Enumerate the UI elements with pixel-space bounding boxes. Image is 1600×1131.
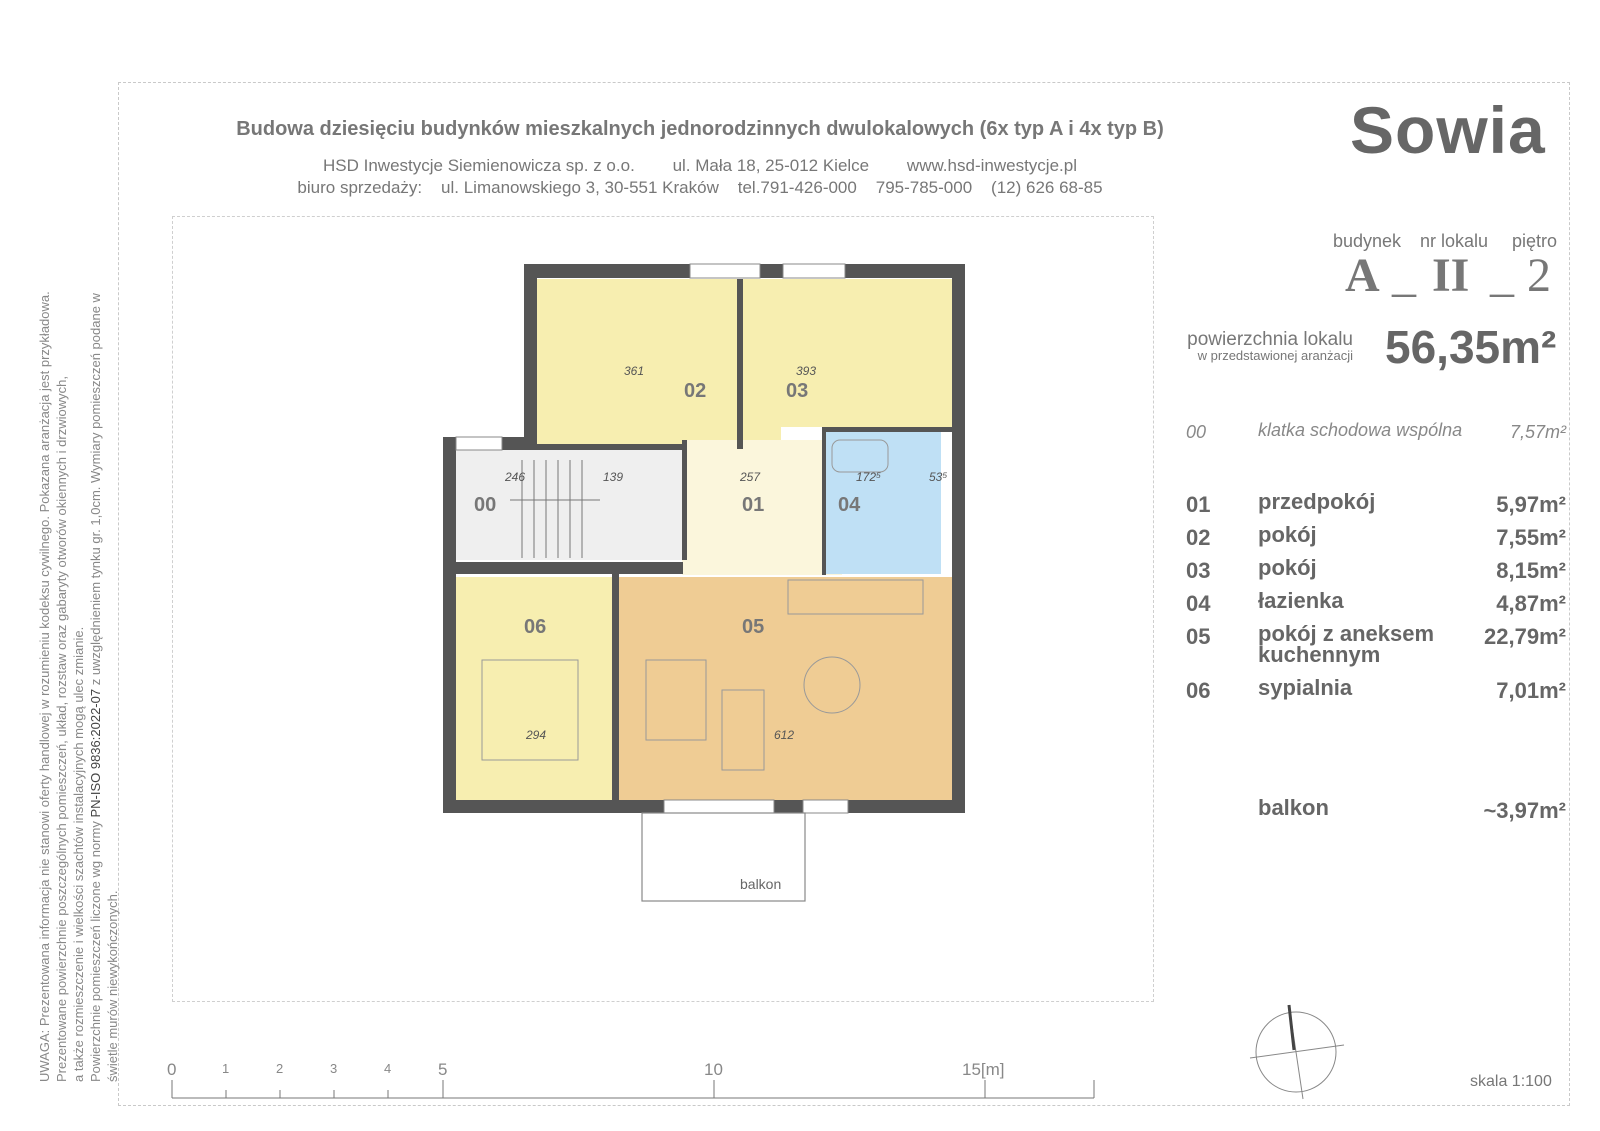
scale-tick-label: 15[m] — [962, 1060, 1005, 1079]
room-area: 4,87m² — [1496, 591, 1566, 616]
building-label: budynek — [1333, 231, 1402, 251]
scale-tick-label: 0 — [167, 1060, 177, 1079]
room-number: 00 — [1186, 422, 1207, 442]
room-label-05: 05 — [742, 616, 765, 638]
room-label-03: 03 — [786, 380, 809, 402]
balcony-name: balkon — [1258, 795, 1329, 820]
room-label-02: 02 — [684, 380, 707, 402]
scale-tick-label: 1 — [222, 1061, 230, 1076]
room-area: 22,79m² — [1484, 624, 1566, 649]
scale-label: skala 1:100 — [1470, 1073, 1552, 1090]
disclaimer-line: Powierzchnie pomieszczeń liczone wg normy PN-ISO 9836:2022-07 z uwzględnieniem tynku gr. 1,0cm. Wymiary pomieszczeń podane w — [88, 293, 103, 1082]
project-title: Budowa dziesięciu budynków mieszkalnych jednorodzinnych dwulokalowych (6x typ A i 4x typ B) — [236, 118, 1164, 140]
room-number: 05 — [1186, 624, 1211, 649]
balcony-plan-label: balkon — [740, 876, 782, 892]
unit-number-value: II — [1432, 249, 1470, 302]
room-name: sypialnia — [1258, 675, 1353, 700]
unit-number-label: nr lokalu — [1420, 231, 1489, 251]
room-name: pokój — [1258, 555, 1317, 580]
scale-tick-label: 4 — [384, 1061, 392, 1076]
scale-tick-label: 10 — [704, 1060, 723, 1079]
balcony-area: ~3,97m² — [1483, 798, 1566, 823]
room-label-00: 00 — [474, 494, 497, 516]
room-label-01: 01 — [742, 494, 765, 516]
room-number: 01 — [1186, 492, 1211, 517]
area-subtitle: w przedstawionej aranżacji — [1197, 348, 1353, 363]
room-area: 5,97m² — [1496, 492, 1566, 517]
disclaimer-line: świetle murów niewykończonych. — [105, 890, 120, 1082]
floor-value: 2 — [1527, 249, 1551, 302]
area-title-text: powierzchnia lokalu — [1187, 329, 1353, 350]
dimension-label: 246 — [505, 470, 526, 484]
dimension-label: 139 — [603, 470, 624, 484]
room-number: 03 — [1186, 558, 1211, 583]
room-label-04: 04 — [838, 494, 861, 516]
room-label-06: 06 — [524, 616, 547, 638]
brand-name: Sowia — [1350, 93, 1546, 167]
separator-1: _ — [1392, 249, 1416, 302]
dimension-label: 393 — [796, 364, 817, 378]
room-number: 04 — [1186, 591, 1211, 616]
room-area: 7,55m² — [1496, 525, 1566, 550]
dimension-label: 361 — [624, 364, 645, 378]
dimension-label: 53⁵ — [929, 470, 948, 484]
room-area: 7,57m² — [1509, 422, 1566, 442]
north-arrow — [1250, 1005, 1344, 1099]
sales-line: biuro sprzedaży: ul. Limanowskiego 3, 30-551 Kraków tel.791-426-000 795-785-000 (12) 626 68-85 — [297, 178, 1103, 197]
room-name: pokój z aneksem kuchennym — [1258, 621, 1435, 667]
room-name: pokój — [1258, 522, 1317, 547]
building-value: A — [1345, 249, 1380, 302]
room-name: klatka schodowa wspólna — [1258, 420, 1463, 440]
room-number: 02 — [1186, 525, 1211, 550]
area-value: 56,35m² — [1385, 321, 1557, 373]
scale-tick-label: 2 — [276, 1061, 284, 1076]
dimension-label: 612 — [774, 728, 795, 742]
developer-line: HSD Inwestycje Siemienowicza sp. z o.o. ul. Mała 18, 25-012 Kielce www.hsd-inwestycje.pl — [323, 156, 1077, 175]
room-number: 06 — [1186, 678, 1211, 703]
separator-2: _ — [1490, 249, 1514, 302]
scale-tick-label: 3 — [330, 1061, 338, 1076]
dimension-label: 172⁵ — [856, 470, 882, 484]
floor-label: piętro — [1512, 231, 1558, 251]
room-area: 8,15m² — [1496, 558, 1566, 583]
norm-reference: PN-ISO 9836:2022-07 — [88, 688, 103, 818]
dimension-label: 257 — [740, 470, 761, 484]
scale-tick-label: 5 — [438, 1060, 448, 1079]
room-name: łazienka — [1258, 588, 1344, 613]
dimension-label: 294 — [526, 728, 547, 742]
room-name: przedpokój — [1258, 489, 1376, 514]
disclaimer-line: a także rozmieszczenie i wielkości szachtów instalacyjnych mogą ulec zmianie. — [71, 626, 86, 1082]
disclaimer-line: Prezentowane powierzchnie poszczególnych pomieszczeń, układ, rozstaw oraz gabaryty otworów okiennych i drzwiowych, — [54, 376, 69, 1082]
room-area: 7,01m² — [1496, 678, 1566, 703]
disclaimer-line: UWAGA: Prezentowana informacja nie stanowi oferty handlowej w rozumieniu kodeksu cywilnego. Pokazana aranżacja jest przykładowa. — [37, 291, 52, 1082]
